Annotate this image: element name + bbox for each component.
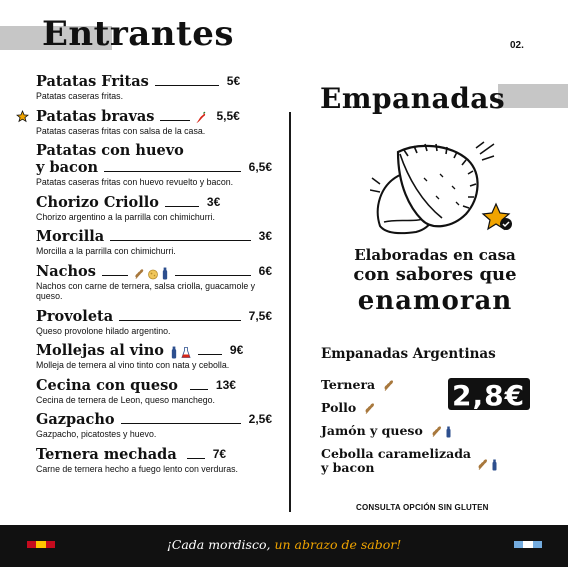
- wheat-icon: [431, 425, 443, 438]
- wine-icon: [180, 346, 192, 359]
- item-description: Patatas caseras fritas con salsa de la casa.: [36, 125, 206, 136]
- milk-icon: [161, 267, 169, 280]
- page-title-entrantes: Entrantes: [42, 14, 234, 54]
- wheat-icon: [477, 458, 489, 471]
- item-name: Provoleta: [36, 307, 114, 325]
- milk-icon: [491, 459, 498, 471]
- empanada-illustration: [370, 138, 518, 238]
- item-description: Morcilla a la parrilla con chimichurri.: [36, 246, 176, 256]
- menu-item: [36, 73, 272, 102]
- star-icon: [16, 110, 29, 123]
- menu-item: [36, 308, 272, 337]
- list-item: [321, 424, 501, 438]
- item-name: Mollejas al vino: [36, 342, 164, 359]
- item-name: Cecina con queso: [36, 376, 178, 394]
- footer-slogan-a: ¡Cada mordisco,: [166, 537, 271, 552]
- empanada-price: 2,8€: [452, 379, 526, 412]
- menu-item: [36, 342, 272, 371]
- flag-argentina-icon: [514, 541, 542, 548]
- item-price: 3€: [206, 194, 221, 209]
- gluten-note: CONSULTA OPCIÓN SIN GLUTEN: [356, 503, 489, 512]
- slogan-line-2: con sabores que: [353, 264, 517, 285]
- item-price: 7,5€: [248, 308, 272, 323]
- menu-item: [36, 446, 272, 475]
- menu-item: [36, 194, 272, 223]
- item-price: 5,5€: [216, 108, 240, 123]
- menu-item: [36, 263, 272, 302]
- chili-icon: [194, 111, 208, 125]
- item-description: Patatas caseras fritas con huevo revuelto y bacon.: [36, 177, 234, 187]
- item-description: Queso provolone hilado argentino.: [36, 325, 171, 336]
- cheese-icon: [147, 268, 159, 280]
- wheat-icon: [134, 268, 145, 280]
- column-divider: [289, 112, 291, 512]
- flavor-name: Jamón y queso: [321, 423, 423, 438]
- page-title-empanadas: Empanadas: [320, 82, 506, 115]
- item-description: Molleja de ternera al vino tinto con nata y cebolla.: [36, 360, 230, 370]
- item-price: 6€: [258, 263, 272, 278]
- wheat-icon: [383, 379, 395, 392]
- slogan-line-1: Elaboradas en casa: [354, 246, 516, 264]
- item-name: Patatas Fritas: [36, 73, 149, 90]
- item-price: 13€: [215, 377, 236, 392]
- menu-item: [36, 377, 272, 406]
- item-description: Carne de ternera hecho a fuego lento con verduras.: [36, 463, 238, 474]
- item-name: Gazpacho: [36, 411, 115, 428]
- footer-slogan: [0, 537, 568, 552]
- item-name: Patatas con huevo: [36, 142, 184, 159]
- entrantes-menu: [36, 73, 272, 480]
- milk-icon: [445, 426, 452, 438]
- wheat-icon: [364, 402, 376, 415]
- empanadas-subtitle: Empanadas Argentinas: [321, 346, 496, 362]
- item-name: Patatas bravas: [36, 107, 155, 125]
- item-description: Nachos con carne de ternera, salsa criolla, guacamole y queso.: [36, 280, 256, 301]
- item-name: Ternera mechada: [36, 445, 177, 463]
- flavor-name: Ternera: [321, 377, 376, 392]
- header-band-right: [498, 84, 568, 108]
- item-price: 2,5€: [248, 412, 272, 426]
- slogan-line-3: enamoran: [357, 286, 513, 316]
- footer-slogan-b: un abrazo de sabor!: [270, 537, 402, 552]
- item-price: 5€: [226, 74, 241, 88]
- item-price: 3€: [258, 229, 272, 243]
- item-name: Nachos: [36, 262, 96, 280]
- menu-item: [36, 411, 272, 440]
- menu-item: [36, 108, 272, 137]
- item-price: 9€: [229, 343, 244, 357]
- item-description: Chorizo argentino a la parrilla con chimichurri.: [36, 211, 215, 222]
- flavor-name: Pollo: [321, 400, 357, 415]
- item-name: Morcilla: [36, 228, 105, 245]
- item-name-line2: y bacon: [36, 159, 99, 176]
- item-price: 6,5€: [248, 160, 272, 174]
- item-description: Patatas caseras fritas.: [36, 91, 124, 101]
- page-number: 02.: [510, 40, 524, 51]
- menu-item: [36, 142, 272, 188]
- item-description: Gazpacho, picatostes y huevo.: [36, 429, 157, 439]
- menu-item: [36, 228, 272, 257]
- flavor-name-line2: y bacon: [321, 460, 375, 475]
- item-description: Cecina de ternera de Leon, queso manchego.: [36, 394, 215, 405]
- item-price: 7€: [212, 446, 227, 461]
- milk-icon: [170, 346, 178, 359]
- flavor-name: Cebolla caramelizada: [321, 446, 472, 461]
- list-item: [321, 447, 501, 475]
- slogan: [330, 246, 540, 316]
- item-name: Chorizo Criollo: [36, 193, 159, 211]
